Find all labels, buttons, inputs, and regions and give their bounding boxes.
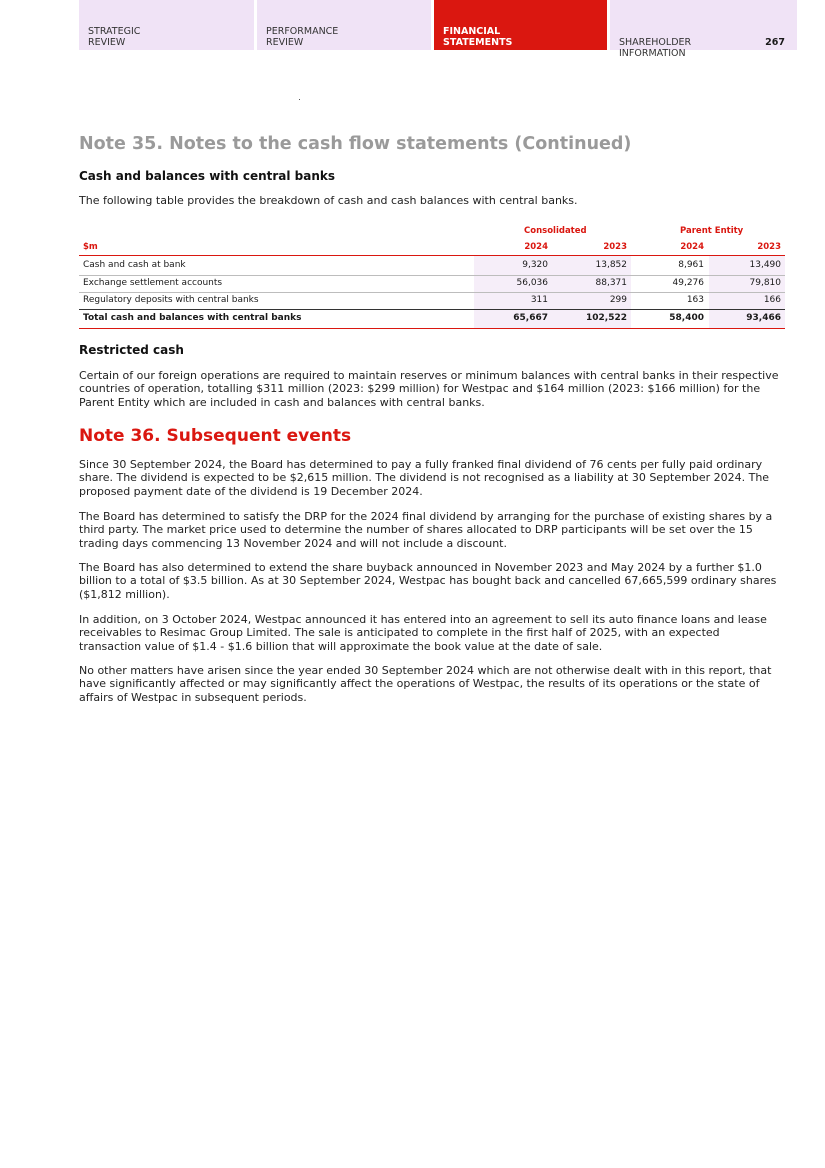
note-36-title: Note 36. Subsequent events xyxy=(79,426,352,446)
tab-strategic-review[interactable]: STRATEGIC REVIEW xyxy=(79,0,254,50)
col-header-consolidated-2024: 2024 xyxy=(524,242,548,252)
total-rule-bottom xyxy=(79,328,785,329)
cell: 163 xyxy=(686,295,704,305)
paragraph-drp: The Board has determined to satisfy the DRP for the 2024 final dividend by arranging for the purchase of existing shares by a third party. The market price used to determine the number of shares allocated to DRP participants will be set over the 15 trading days commencing 13 November 2024 and will not include a discount. xyxy=(79,510,773,550)
cell: 311 xyxy=(530,295,548,305)
row-label: Exchange settlement accounts xyxy=(83,278,223,288)
row-label: Cash and cash at bank xyxy=(83,260,186,270)
tab-financial-statements[interactable]: FINANCIAL STATEMENTS xyxy=(434,0,607,50)
stray-dot xyxy=(299,99,300,100)
cell: 8,961 xyxy=(678,260,704,270)
tab-shareholder-label: SHAREHOLDER INFORMATION xyxy=(619,37,692,59)
cell: 9,320 xyxy=(522,260,548,270)
cell: 166 xyxy=(763,295,781,305)
cell: 56,036 xyxy=(516,278,548,288)
cell: 102,522 xyxy=(586,313,627,323)
group-parent-entity: Parent Entity xyxy=(680,226,744,236)
paragraph-buyback: The Board has also determined to extend the share buyback announced in November 2023 and May 2024 by a further $1.0 billion to a total of $3.5 billion. As at 30 September 2024, Westpac has bought back and cancelled 67,665,599 ordinary shares ($1,812 million). xyxy=(79,561,777,601)
unit-label: $m xyxy=(83,242,98,252)
tab-shareholder-information[interactable] xyxy=(610,0,797,59)
cell: 13,490 xyxy=(749,260,781,270)
restricted-cash-heading: Restricted cash xyxy=(79,343,184,357)
note-35-title: Note 35. Notes to the cash flow statements (Continued) xyxy=(79,134,632,154)
section-nav xyxy=(79,0,797,59)
cell: 58,400 xyxy=(669,313,704,323)
table-row xyxy=(79,257,785,274)
cell: 79,810 xyxy=(749,278,781,288)
restricted-cash-text: Certain of our foreign operations are required to maintain reserves or minimum balances with central banks in their respective countries of operation, totalling $311 million (2023: $299 million) for Westpac and $164 million (2023: $166 million) for the Parent Entity which are included in cash and balances with central banks. xyxy=(79,369,779,409)
group-consolidated: Consolidated xyxy=(524,226,587,236)
cell: 13,852 xyxy=(595,260,627,270)
cell: 49,276 xyxy=(672,278,704,288)
table-intro: The following table provides the breakdown of cash and cash balances with central banks. xyxy=(79,194,578,207)
paragraph-dividend: Since 30 September 2024, the Board has determined to pay a fully franked final dividend of 76 cents per fully paid ordinary share. The dividend is expected to be $2,615 million. The dividend is not recognised as a liability at 30 September 2024. The proposed payment date of the dividend is 19 December 2024. xyxy=(79,458,770,498)
col-header-consolidated-2023: 2023 xyxy=(603,242,627,252)
paragraph-no-other-matters: No other matters have arisen since the year ended 30 September 2024 which are not otherwise dealt with in this report, that have significantly affected or may significantly affect the operations of Westpac, the results of its operations or the state of affairs of Westpac in subsequent periods. xyxy=(79,664,772,704)
table-row xyxy=(79,292,785,309)
header-rule xyxy=(79,255,785,256)
page-number: 267 xyxy=(765,37,785,48)
total-label: Total cash and balances with central banks xyxy=(83,313,302,323)
cell: 93,466 xyxy=(746,313,781,323)
paragraph-auto-finance: In addition, on 3 October 2024, Westpac announced it has entered into an agreement to sell its auto finance loans and lease receivables to Resimac Group Limited. The sale is anticipated to complete in the first half of 2025, with an expected transaction value of $1.4 - $1.6 billion that will approximate the book value at the date of sale. xyxy=(79,613,767,653)
table-total-row xyxy=(79,310,785,327)
table-row xyxy=(79,275,785,292)
cash-balances-heading: Cash and balances with central banks xyxy=(79,169,336,183)
col-header-parent-2023: 2023 xyxy=(757,242,781,252)
col-header-parent-2024: 2024 xyxy=(680,242,704,252)
cell: 65,667 xyxy=(513,313,548,323)
row-label: Regulatory deposits with central banks xyxy=(83,295,259,305)
cell: 299 xyxy=(609,295,627,305)
cell: 88,371 xyxy=(595,278,627,288)
tab-performance-review[interactable]: PERFORMANCE REVIEW xyxy=(257,0,431,50)
